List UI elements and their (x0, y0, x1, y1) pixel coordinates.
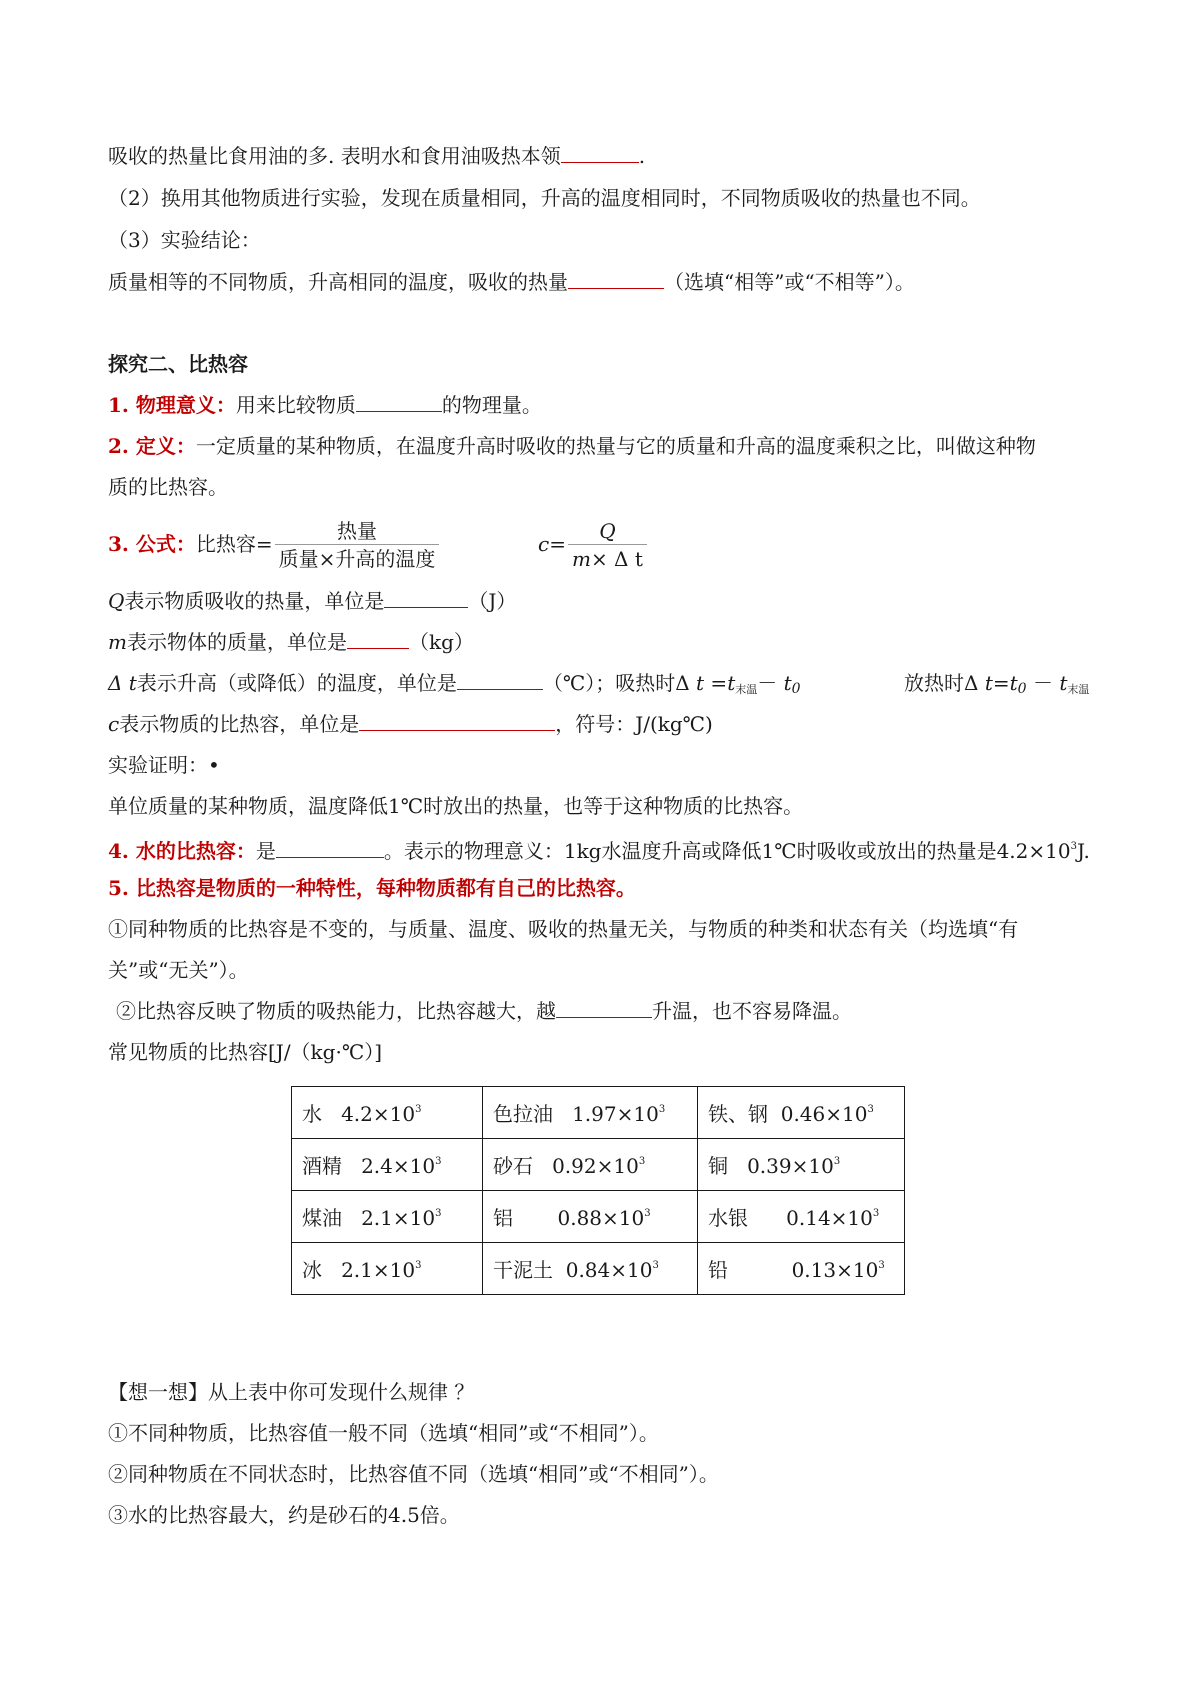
table-row (292, 1191, 905, 1243)
table-cell: 煤油 $2.1\times 10^3$ (292, 1191, 483, 1243)
point-a-continued: 关”或“无关”）。 (108, 958, 249, 982)
table-cell: 铝 $0.88\times 10^3$ (483, 1191, 698, 1243)
paragraph-text: . (638, 144, 646, 168)
table-row (292, 1243, 905, 1295)
table-caption: 常见物质的比热容[J/（kg·℃）] (108, 1040, 383, 1064)
point-text: ②比热容反映了物质的吸热能力，比热容越大，越 (116, 999, 556, 1023)
formula-lhs: 比热容= (195, 532, 273, 556)
proof-text: 单位质量的某种物质，温度降低1℃时放出的热量，也等于这种物质的比热容。 (108, 794, 804, 818)
symbol: Q (108, 589, 125, 613)
table-cell: 水 $4.2\times 10^3$ (292, 1087, 483, 1139)
paragraph (108, 268, 915, 296)
item-5: 5. 比热容是物质的一种特性，每种物质都有自己的比热容。 (108, 876, 636, 900)
table-cell: 铜 $0.39\times 10^3$ (698, 1139, 905, 1191)
dt-definition (108, 669, 801, 704)
formula-denominator: 质量×升高的温度 (278, 547, 436, 571)
item-text: 。表示的物理意义：1kg水温度升高或降低1℃时吸收或放出的热量是4.2×10 (383, 839, 1071, 863)
symbol: t (1059, 671, 1068, 695)
think-point-2: ②同种物质在不同状态时，比热容值不同（选填“相同”或“不相同”）。 (108, 1462, 719, 1486)
paragraph: （3）实验结论： (108, 228, 261, 252)
subscript: 0 (791, 681, 801, 697)
subscript: 末温 (1067, 683, 1090, 696)
item-label: 3. 公式： (108, 532, 196, 556)
table-cell: 色拉油 $1.97\times 10^3$ (483, 1087, 698, 1139)
item-2-continued: 质的比热容。 (108, 475, 228, 499)
formula-lhs: c= (538, 532, 566, 556)
formula-denominator: × Δ t (590, 547, 643, 571)
fill-blank[interactable] (347, 628, 409, 649)
release-formula (904, 669, 1089, 704)
unit-text: （℃）；吸热时Δ (542, 671, 697, 695)
symbol: Δ t (108, 671, 137, 695)
operator: － (757, 671, 784, 695)
definition-text: 表示物体的质量，单位是 (126, 630, 347, 654)
item-label: 2. 定义： (108, 434, 196, 458)
definition-text: 表示物质吸收的热量，单位是 (124, 589, 385, 613)
item-text: J. (1076, 839, 1090, 863)
table-row (292, 1087, 905, 1139)
item-1 (108, 391, 542, 419)
unit-text: （J） (468, 589, 517, 613)
specific-heat-table (291, 1086, 905, 1295)
point-text: 升温，也不容易降温。 (652, 999, 852, 1023)
item-text: 是 (255, 839, 276, 863)
paragraph-text: （选填“相等”或“不相等”）。 (664, 270, 915, 294)
operator: － (1026, 671, 1060, 695)
definition-text: 表示物质的比热容，单位是 (119, 712, 360, 736)
proof-label: 实验证明：• (108, 753, 220, 777)
fill-blank[interactable] (568, 268, 664, 289)
section-heading: 探究二、比热容 (108, 352, 248, 376)
table-cell: 铅 $0.13\times 10^3$ (698, 1243, 905, 1295)
item-text: 用来比较物质 (235, 393, 356, 417)
table-cell: 酒精 $2.4\times 10^3$ (292, 1139, 483, 1191)
symbol: c (108, 712, 120, 736)
unit-text: （kg） (408, 630, 474, 654)
m-definition (108, 628, 474, 656)
fill-blank[interactable] (356, 391, 442, 412)
think-title: 【想一想】从上表中你可发现什么规律 ？ (108, 1380, 475, 1404)
formula-numerator: Q (568, 518, 647, 545)
symbol: t (984, 671, 993, 695)
operator: = (992, 671, 1010, 695)
table-row (292, 1139, 905, 1191)
paragraph: （2）换用其他物质进行实验，发现在质量相同，升高的温度相同时，不同物质吸收的热量也不同。 (108, 186, 981, 210)
formula-numerator: 热量 (275, 518, 440, 545)
formula-m: m (571, 547, 591, 571)
point-a: ①同种物质的比热容是不变的，与质量、温度、吸收的热量无关，与物质的种类和状态有关（均选填“有 (108, 917, 1019, 941)
item-2 (108, 432, 1036, 460)
item-text: 的物理量。 (441, 393, 542, 417)
fill-blank[interactable] (359, 710, 555, 731)
paragraph-text: 吸收的热量比食用油的多. 表明水和食用油吸热本领 (108, 144, 561, 168)
operator: = (704, 671, 728, 695)
item-text: 一定质量的某种物质，在温度升高时吸收的热量与它的质量和升高的温度乘积之比，叫做这种物 (195, 434, 1036, 458)
table-cell: 砂石 $0.92\times 10^3$ (483, 1139, 698, 1191)
item-4 (108, 833, 1090, 865)
definition-text: 表示升高（或降低）的温度，单位是 (136, 671, 457, 695)
fill-blank[interactable] (457, 669, 543, 690)
table-cell: 冰 $2.1\times 10^3$ (292, 1243, 483, 1295)
think-point-3: ③水的比热容最大，约是砂石的4.5倍。 (108, 1503, 460, 1527)
formula-symbol-fraction (568, 518, 647, 573)
formula-text: 放热时Δ (904, 671, 985, 695)
formula-symbolic (538, 516, 647, 573)
formula-word-fraction (275, 518, 440, 573)
symbol: t (727, 671, 736, 695)
paragraph (108, 142, 645, 170)
fill-blank[interactable] (276, 837, 384, 858)
q-definition (108, 587, 516, 615)
fill-blank[interactable] (384, 587, 468, 608)
fill-blank[interactable] (561, 142, 639, 163)
paragraph-text: 质量相等的不同物质，升高相同的温度，吸收的热量 (108, 270, 568, 294)
symbol: t (1009, 671, 1018, 695)
item-label: 4. 水的比热容： (108, 839, 256, 863)
table-cell: 干泥土 $0.84\times 10^3$ (483, 1243, 698, 1295)
item-3 (108, 516, 439, 573)
subscript: 末温 (735, 683, 758, 696)
point-b (116, 997, 852, 1025)
symbol: m (108, 630, 127, 654)
fill-blank[interactable] (556, 997, 652, 1018)
think-point-1: ①不同种物质，比热容值一般不同（选填“相同”或“不相同”）。 (108, 1421, 659, 1445)
symbol: t (783, 671, 792, 695)
subscript: 0 (1017, 681, 1027, 697)
exponent: 3 (1070, 841, 1077, 852)
c-definition (108, 710, 713, 738)
symbol: t (696, 671, 705, 695)
item-label: 1. 物理意义： (108, 393, 236, 417)
table-cell: 铁、钢 $0.46\times 10^3$ (698, 1087, 905, 1139)
unit-text: ，符号：J/(kg℃) (555, 712, 713, 736)
table-cell: 水银 $0.14\times 10^3$ (698, 1191, 905, 1243)
